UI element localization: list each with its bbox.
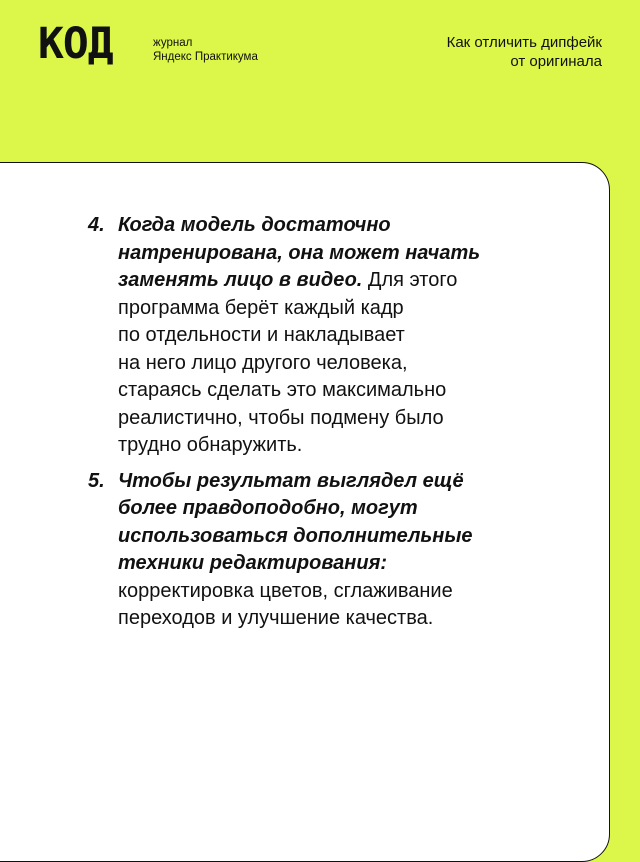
bold-text: использоваться дополнительные <box>118 524 473 547</box>
bold-text: заменять лицо в видео. <box>118 269 363 291</box>
page-title <box>447 33 602 71</box>
regular-text: стараясь сделать это максимально <box>118 379 447 401</box>
page-title-line: Как отличить дипфейк <box>446 34 602 51</box>
text-line <box>118 377 558 405</box>
page-title-line: от оригинала <box>510 53 602 70</box>
text-line <box>118 495 558 523</box>
text-line <box>118 322 558 350</box>
text-line <box>118 550 558 578</box>
bold-text: техники редактирования: <box>118 552 388 574</box>
logo-subtitle <box>153 36 258 64</box>
regular-text: реалистично, чтобы подмену было <box>118 406 444 429</box>
item-number: 4. <box>88 214 105 236</box>
logo: КОД <box>38 19 113 69</box>
text-line <box>118 432 558 460</box>
item-number: 5. <box>88 469 105 492</box>
regular-text: Для этого <box>362 269 458 291</box>
subtitle-line: Яндекс Практикума <box>153 51 258 63</box>
list-item <box>88 468 558 633</box>
regular-text: программа берёт каждый кадр <box>118 296 404 319</box>
text-line <box>118 468 558 496</box>
regular-text: по отдельности и накладывает <box>118 324 405 346</box>
bold-text: более правдоподобно, могут <box>118 497 418 519</box>
bold-text: Когда модель достаточно <box>118 214 391 236</box>
text-line <box>118 267 558 295</box>
item-text <box>118 212 558 460</box>
bold-text: Чтобы результат выглядел ещё <box>118 469 464 492</box>
list-item <box>88 212 558 460</box>
regular-text: переходов и улучшение качества. <box>118 607 434 629</box>
bold-text: натренирована, она может начать <box>118 241 481 264</box>
text-line <box>118 523 558 551</box>
item-text <box>118 468 558 633</box>
text-line <box>118 605 558 633</box>
regular-text: на него лицо другого человека, <box>118 351 408 374</box>
text-line <box>118 212 558 240</box>
subtitle-line: журнал <box>153 37 193 49</box>
text-line <box>118 295 558 323</box>
text-line <box>118 578 558 606</box>
regular-text: трудно обнаружить. <box>118 434 303 456</box>
text-line <box>118 350 558 378</box>
text-line <box>118 405 558 433</box>
regular-text: корректировка цветов, сглаживание <box>118 579 453 602</box>
steps-list <box>88 212 558 641</box>
text-line <box>118 240 558 268</box>
